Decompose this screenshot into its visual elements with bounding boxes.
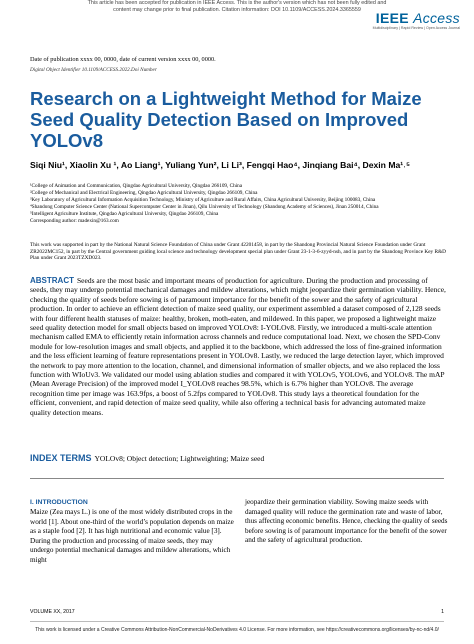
notice-line-2: content may change prior to final publication. Citation information: DOI 10.1109/ACCESS.2024.3365559 <box>113 7 361 13</box>
notice-line-1: This article has been accepted for publication in IEEE Access. This is the author's version which has not been fully edited and <box>87 0 387 6</box>
author-list: Siqi Niu¹, Xiaolin Xu ¹, Ao Liang¹, Yuliang Yun², Li Li³, Fengqi Hao⁴, Jinqiang Bai⁴, Dexin Ma¹˒⁵ <box>30 160 411 170</box>
logo-tagline: Multidisciplinary | Rapid Review | Open Access Journal <box>372 26 460 30</box>
page-number: 1 <box>441 609 444 615</box>
affiliation-4: ⁴Shandong Computer Science Center (National Supercomputer Center in Jinan), Qilu University of Technology (Shandong Academy of Sciences), Jinan 250014, China <box>30 203 379 210</box>
affiliation-1: ¹College of Animation and Communication, Qingdao Agricultural University, Qingdao 266109, China <box>30 183 243 189</box>
logo-wordmark <box>373 11 460 26</box>
affiliation-5: ⁵Intelligent Agriculture Institute, Qingdao Agricultural University, Qingdao 266109, China <box>30 210 219 217</box>
introduction-column-left: Maize (Zea mays L.) is one of the most widely distributed crops in the world [1]. About one-third of the world’s population depends on maize as a staple food [2]. It has high nutritional and economic value [3]. During the production and processing of maize seeds, they may undergo potential mechanical damages and mildew alterations, which might <box>30 508 234 564</box>
affiliation-3: ³Key Laboratory of Agricultural Information Acquisition Technology, Ministry of Agriculture and Rural Affairs, China Agricultural University, Beijing 100083, China <box>30 196 376 203</box>
license-notice: This work is licensed under a Creative Commons Attribution-NonCommercial-NoDerivatives 4.0 License. For more information, see https://creativecommons.org/licenses/by-nc-nd/4.0/ <box>35 627 439 633</box>
affiliation-2: ²College of Mechanical and Electrical Engineering, Qingdao Agricultural University, Qingdao 266109, China <box>30 189 258 196</box>
ieee-access-logo <box>373 11 460 31</box>
logo-word-ieee: IEEE <box>375 10 409 26</box>
section-divider <box>30 478 444 479</box>
abstract-section <box>30 276 446 417</box>
affiliations <box>30 183 450 224</box>
abstract-label: ABSTRACT <box>30 276 74 285</box>
index-terms-section <box>30 453 446 464</box>
funding-statement: This work was supported in part by the National Natural Science Foundation of China under Grant 42201458, in part by the Shandong Provincial Natural Science Foundation under Grant ZR2022MC152, in part by the Central government guiding local science and technology development special plan under Grant 23-1-3-6-zyyd-nsh, and in part by the Shandong Province Key R&D Plan under Grant 2023TZXD023. <box>30 242 447 262</box>
doi-line: Digital Object Identifier 10.1109/ACCESS.2022.Doi Number <box>30 67 157 73</box>
corresponding-author: Corresponding author: madexin@163.com <box>30 217 119 224</box>
paper-title: Research on a Lightweight Method for Maize Seed Quality Detection Based on Improved YOLOv8 <box>30 88 422 151</box>
footer-divider <box>30 621 444 622</box>
volume-footer: VOLUME XX, 2017 <box>30 609 75 615</box>
index-terms-label: INDEX TERMS <box>30 453 92 463</box>
index-terms-text: YOLOv8; Object detection; Lightweighting; Maize seed <box>94 454 265 463</box>
publication-date: Date of publication xxxx 00, 0000, date of current version xxxx 00, 0000. <box>30 56 216 63</box>
abstract-text: Seeds are the most basic and important means of production for agriculture. During the production and processing of seeds, they may undergo potential mechanical damages and mildew alterations, which might jeopardize their germination viability. Hence, checking the quality of seeds before sowing is of paramount importance for the benefit of the sower and the safety of agricultural production. In order to achieve an efficient detection of maize seed quality, our experiment assembled a dataset composed of 2,128 seeds with four different health statuses of maize: healthy, broken, moth-eaten, and mildewed. In this paper, we proposed a lightweight maize seed quality detection model for small objects based on improved YOLOv8: I-YOLOv8. Firstly, we introduced a multi-scale attention mechanism called EMA to efficiently retain information across channels and reduce computational load. Next, we chosen the SPD-Conv module for low-resolution images and small objects, and applied it to the backbone, which addressed the loss of fine-grained information and the less efficient learning of feature representations present in YOLOv8. Lastly, we reduced the large detection layer, which improved the network to pay more attention to the location, channel, and dimensional information of smaller objects, and we also replaced the loss function with WIoUv3. We validated our model using ablation studies and compared it with YOLOv5, YOLOv6, and YOLOv8. The mAP (Mean Average Precision) of the improved model I_YOLOv8 reaches 98.5%, which is 6.7% higher than YOLOv8. The average recognition time per image was 163.9fps, a boost of 5.2fps compared to YOLOv8. This study lays a theoretical foundation for the efficient, convenient, and rapid detection of maize seed quality, while also offering a technical basis for advancing automated maize quality detection means. <box>30 276 446 417</box>
logo-word-access: Access <box>413 10 460 26</box>
introduction-heading: I. INTRODUCTION <box>30 499 88 506</box>
introduction-column-right: jeopardize their germination viability. Sowing maize seeds with damaged quality will reduce the germination rate and waste of labor, thus affecting economic benefits. Hence, checking the quality of seeds before sowing is of paramount importance for the benefit of the sower and the safety of agricultural production. <box>245 498 448 544</box>
